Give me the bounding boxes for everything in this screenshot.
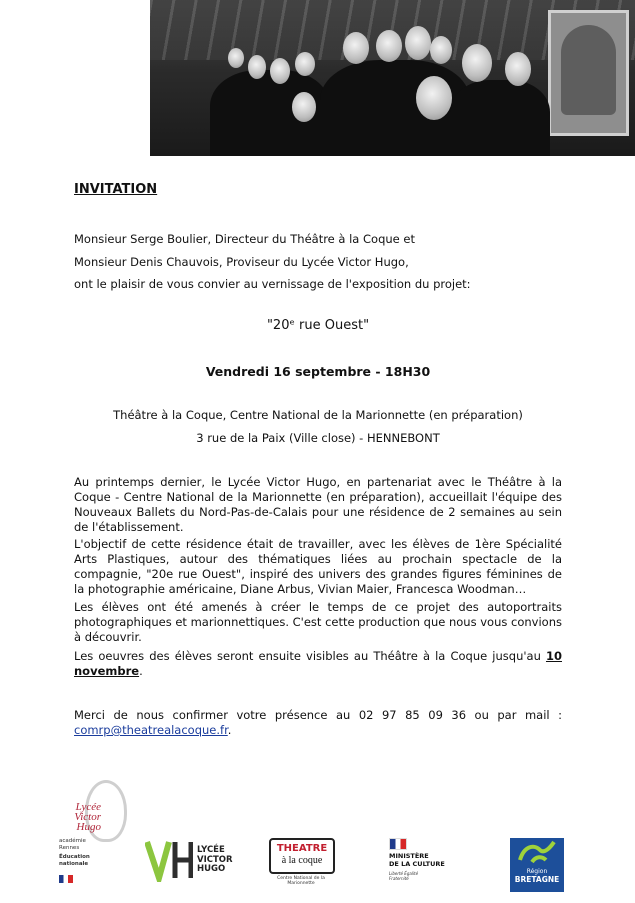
lycee-word: Lycée xyxy=(75,801,101,813)
nationale-label: nationale xyxy=(59,861,89,867)
puppet-mask xyxy=(343,32,369,64)
closing-date: 10 novembre xyxy=(74,649,562,678)
vh-mark-icon xyxy=(145,838,193,882)
vh-victor-text: VICTOR xyxy=(197,854,233,865)
venue-line-1: Théâtre à la Coque, Centre National de la Marionnette (en préparation) xyxy=(113,408,523,422)
education-label: Éducation xyxy=(59,854,90,860)
puppet-mask xyxy=(228,48,244,68)
french-flag-icon xyxy=(59,875,73,883)
vh-hugo-text: HUGO xyxy=(197,864,226,874)
lycee-victor-hugo-logo xyxy=(45,780,125,895)
paragraph-2: L'objectif de cette résidence était de travailler, avec les élèves de 1ère Spécialité Arts Plastiques, autour des thématiques liées au prochain spectacle de la compagnie, "20e rue Ouest", inspiré des univers des grandes figures féminines de la photographie américaine, Diane Arbus, Vivian Maier, Francesca Woodman… xyxy=(74,537,562,596)
rsvp-end: . xyxy=(227,723,232,737)
paragraph-1: Au printemps dernier, le Lycée Victor Hugo, en partenariat avec le Théâtre à la Coque - Centre National de la Marionnette (en préparation), accueillait l'équipe des Nouveaux Ballets du Nord-Pas-de-Calais pour une résidence de 2 semaines au sein de l'établissement. xyxy=(74,475,562,534)
venue-line-2: 3 rue de la Paix (Ville close) - HENNEBONT xyxy=(196,431,440,445)
marianne-flag-icon xyxy=(389,838,407,850)
republic-motto: Liberté Égalité Fraternité xyxy=(389,871,419,881)
paragraph-3: Les élèves ont été amenés à créer le temps de ce projet des autoportraits photographiques et marionnettiques. C'est cette production que nous vous convions à découvrir. xyxy=(74,600,562,644)
invitation-title: INVITATION xyxy=(74,182,158,197)
framed-photo xyxy=(548,10,629,136)
vh-lycee-logo xyxy=(145,838,235,882)
victor-hugo-word: Victor Hugo xyxy=(74,811,101,833)
puppet-mask xyxy=(376,30,402,62)
bretagne-word: BRETAGNE xyxy=(514,875,560,884)
email-link[interactable]: comrp@theatrealacoque.fr xyxy=(74,723,228,737)
ministere-culture-logo xyxy=(385,838,465,890)
puppet-mask xyxy=(405,26,431,60)
paragraph-4-end: . xyxy=(139,664,143,678)
culture-word: DE LA CULTURE xyxy=(389,860,445,868)
host-line-1: Monsieur Serge Boulier, Directeur du Théâtre à la Coque et xyxy=(74,232,415,246)
puppet-mask xyxy=(292,92,316,122)
region-bretagne-logo xyxy=(510,838,564,892)
host-line-3: ont le plaisir de vous convier au vernissage de l'exposition du projet: xyxy=(74,277,471,291)
host-line-2: Monsieur Denis Chauvois, Proviseur du Lycée Victor Hugo, xyxy=(74,255,409,269)
puppet-mask xyxy=(462,44,492,82)
theatre-a-la-coque-logo xyxy=(265,838,337,886)
puppet-mask xyxy=(270,58,290,84)
rsvp-text: Merci de nous confirmer votre présence au 02 97 85 09 36 ou par mail : xyxy=(74,708,562,722)
theatre-word: THEATRE xyxy=(276,843,328,854)
project-title: "20ᵉ rue Ouest" xyxy=(266,318,370,333)
puppet-mask xyxy=(248,55,266,79)
puppet-mask xyxy=(505,52,531,86)
ministere-word: MINISTÈRE xyxy=(389,852,429,860)
puppet-mask xyxy=(295,52,315,76)
triskell-icon xyxy=(510,838,564,868)
puppet-mask xyxy=(430,36,452,64)
event-date-time: Vendredi 16 septembre - 18H30 xyxy=(205,364,431,379)
a-la-coque-word: à la coque xyxy=(281,855,323,866)
rennes-label: Rennes xyxy=(59,845,80,851)
academie-label: académie xyxy=(59,838,86,844)
paragraph-4 xyxy=(74,649,562,679)
theatre-subtitle: Centre National de la Marionnette xyxy=(277,876,325,886)
vh-lycee-text: LYCÉE xyxy=(197,845,225,855)
puppet-mask xyxy=(416,76,452,120)
header-photo xyxy=(150,0,635,156)
puppet-body xyxy=(450,80,550,156)
region-word: Région xyxy=(526,868,548,875)
rsvp-paragraph xyxy=(74,708,562,738)
paragraph-4-text: Les oeuvres des élèves seront ensuite visibles au Théâtre à la Coque jusqu'au xyxy=(74,649,546,663)
